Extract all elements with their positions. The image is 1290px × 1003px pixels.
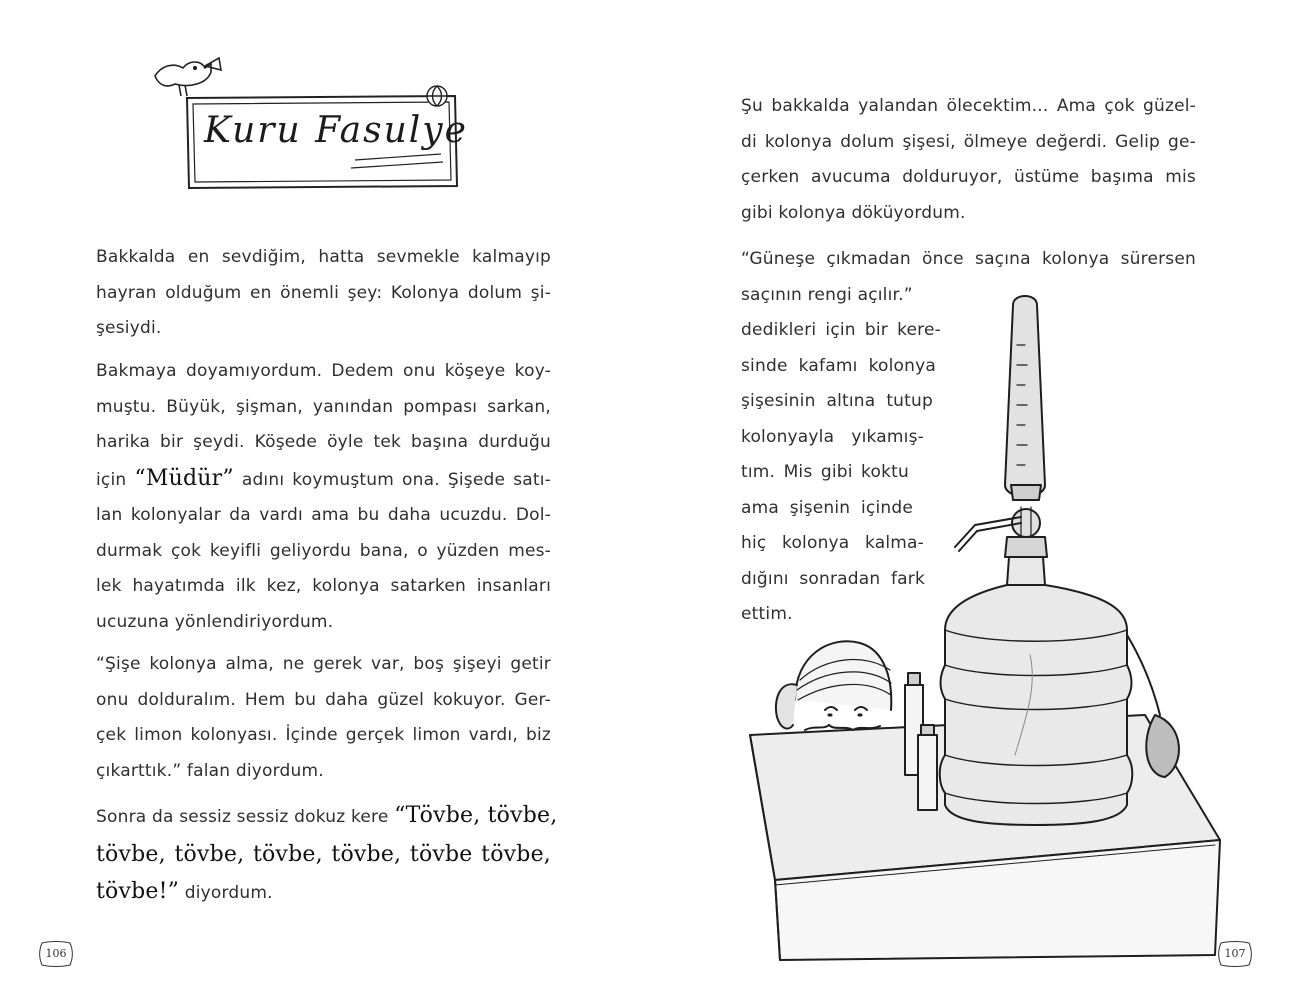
paragraph-2 (96, 354, 551, 640)
text-line: Şu bakkalda yalandan ölecektim... Ama çok güzel- (741, 96, 1196, 116)
text-line: ama şişenin içinde (741, 497, 913, 518)
text-line: muştu. Büyük, şişman, yanından pompası sarkan, (96, 396, 551, 417)
cologne-bottle-illustration (745, 285, 1265, 965)
text-line: “Güneşe çıkmadan önce saçına kolonya sürersen (741, 249, 1196, 269)
text-line: “Şişe kolonya alma, ne gerek var, boş şişeyi getir (96, 654, 551, 674)
paragraph-3 (96, 647, 551, 789)
text-line: lan kolonyalar da vardı ama bu daha ucuzdu. Dol- (96, 505, 551, 525)
highlight-tovbe: “Tövbe, tövbe, (394, 803, 558, 828)
text-line: Bakkalda en sevdiğim, hatta sevmekle kalmayıp (96, 247, 551, 267)
page-number-text: 107 (1224, 947, 1246, 960)
text-line: kolonyayla yıkamış- (741, 426, 924, 447)
text-line (96, 797, 558, 836)
text-line: şesiydi. (96, 318, 162, 338)
paragraph-5 (741, 89, 1196, 231)
text-line: di kolonya dolum şişesi, ölmeye değerdi. Gelip ge- (741, 131, 1196, 152)
highlight-tovbe: tövbe, tövbe, tövbe, tövbe, tövbe tövbe, (96, 842, 551, 867)
text-line: çerken avucuma dolduruyor, üstüme başıma mis (741, 167, 1196, 187)
highlight-tovbe: tövbe!” (96, 879, 180, 904)
text-fragment: Sonra da sessiz sessiz dokuz kere (96, 807, 395, 827)
girl-illustration (776, 641, 891, 730)
text-line: şişesinin altına tutup (741, 391, 933, 411)
text-line: hiç kolonya kalma- (741, 533, 924, 553)
text-fragment: için (96, 469, 135, 490)
text-line: onu dolduralım. Hem bu daha güzel kokuyor. Ger- (96, 689, 551, 710)
text-line: gibi kolonya döküyordum. (741, 202, 966, 223)
text-line (96, 461, 551, 499)
text-line: ucuzuna yönlendiriyordum. (96, 611, 334, 632)
text-line: hayran olduğum en önemli şey: Kolonya dolum şi- (96, 282, 551, 303)
text-line: çek limon kolonyası. İçinde gerçek limon vardı, biz (96, 725, 551, 745)
page-number-right (1217, 940, 1253, 968)
text-line: tım. Mis gibi koktu (741, 462, 909, 482)
text-fragment: diyordum. (179, 883, 273, 903)
text-line: saçının rengi açılır.” (741, 284, 913, 305)
bird-icon (155, 58, 221, 96)
page-number-left (38, 940, 74, 968)
text-line: sinde kafamı kolonya (741, 355, 936, 376)
text-line: harika bir şeydi. Köşede öyle tek başına durduğu (96, 432, 551, 452)
text-line: lek hayatımda ilk kez, kolonya satarken insanları (96, 576, 551, 596)
text-line: dedikleri için bir kere- (741, 320, 941, 340)
chapter-title: Kuru Fasulye (204, 110, 468, 151)
globe-icon (427, 86, 447, 106)
paragraph-4 (96, 797, 558, 912)
text-line: çıkarttık.” falan diyordum. (96, 760, 324, 781)
text-fragment: adını koymuştum ona. Şişede satı- (233, 469, 551, 490)
page-number-text: 106 (45, 947, 67, 960)
highlight-name: “Müdür” (134, 465, 234, 491)
text-line: Bakmaya doyamıyordum. Dedem onu köşeye koy- (96, 361, 551, 381)
paragraph-1 (96, 240, 551, 347)
text-line: ettim. (741, 604, 793, 624)
text-line: durmak çok keyifli geliyordu bana, o yüzden mes- (96, 540, 551, 561)
text-line: dığını sonradan fark (741, 568, 925, 589)
text-line (96, 873, 551, 912)
